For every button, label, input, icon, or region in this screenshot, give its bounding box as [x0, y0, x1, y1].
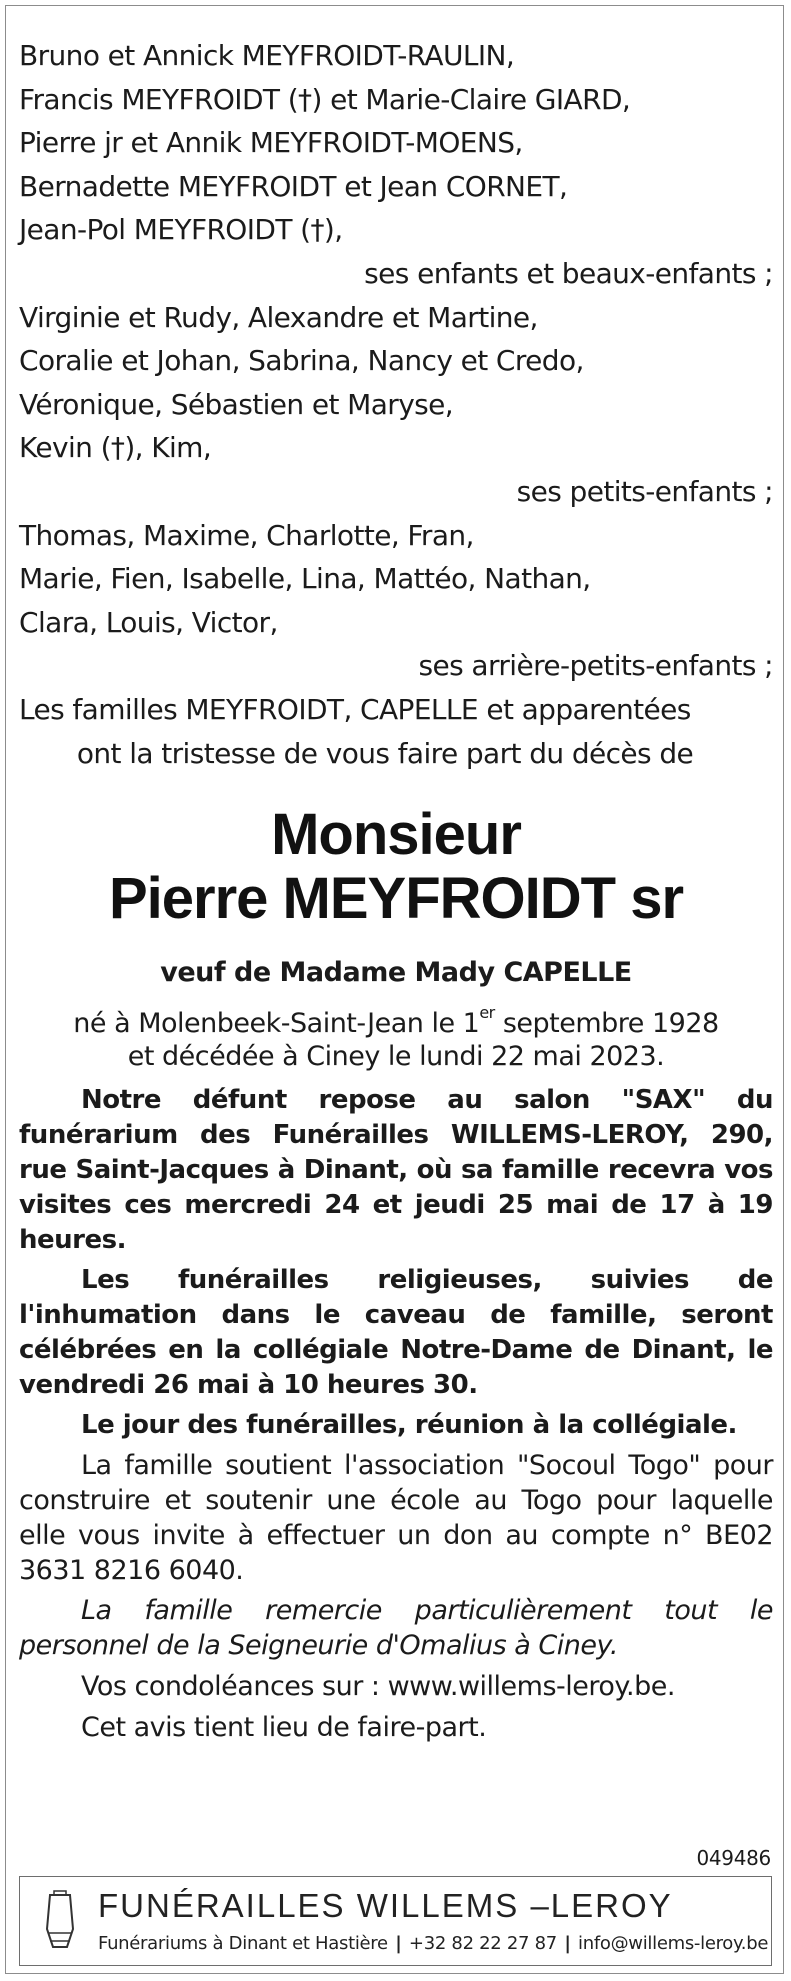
notice-line: Cet avis tient lieu de faire-part. — [81, 1712, 487, 1744]
grandchildren-line: Virginie et Rudy, Alexandre et Martine, — [19, 300, 538, 334]
grandchildren-line: Coralie et Johan, Sabrina, Nancy et Credo, — [19, 344, 584, 378]
thanks-paragraph: La famille remercie particulièrement tout le personnel de la Seigneurie d'Omalius à Ciney. — [19, 1595, 773, 1662]
grandchildren-list — [19, 296, 773, 514]
condolences-line: Vos condoléances sur : www.willems-leroy.be. — [81, 1671, 675, 1703]
footer-separator: | — [395, 1933, 402, 1954]
great-grandchildren-line: Marie, Fien, Isabelle, Lina, Mattéo, Nathan, — [19, 562, 591, 596]
families-line: Les familles MEYFROIDT, CAPELLE et apparentées — [19, 692, 691, 726]
charity-paragraph: La famille soutient l'association "Socoul Togo" pour construire et soutenir une école au Togo pour laquelle elle vous invite à effectuer un don au compte n° BE02 3631 8216 6040. — [19, 1450, 773, 1587]
grandchildren-line: Véronique, Sébastien et Maryse, — [19, 387, 454, 421]
deceased-honorific: Monsieur — [271, 802, 521, 868]
birth-prefix: né à Molenbeek-Saint-Jean le 1 — [73, 1008, 480, 1040]
footer-contact — [98, 1933, 768, 1954]
family-list — [19, 34, 773, 296]
footer-locations: Funérariums à Dinant et Hastière — [98, 1933, 388, 1954]
widow-of: veuf de Madame Mady CAPELLE — [160, 957, 632, 989]
great-grandchildren-line: Clara, Louis, Victor, — [19, 605, 278, 639]
urn-icon — [40, 1889, 80, 1953]
viewing-paragraph: Notre défunt repose au salon "SAX" du funérarium des Funérailles WILLEMS-LEROY, 290, rue Saint-Jacques à Dinant, où sa famille recevra vos visites ces mercredi 24 et jeudi 25 mai de 17 à 19 heures. — [19, 1085, 773, 1256]
footer-separator: | — [564, 1933, 571, 1954]
grandchildren-label: ses petits-enfants ; — [516, 474, 773, 508]
reference-number: 049486 — [696, 1846, 771, 1870]
great-grandchildren-list — [19, 514, 773, 688]
birth-ordinal: er — [479, 1003, 495, 1023]
footer-phone: +32 82 22 27 87 — [408, 1933, 557, 1954]
family-line: Francis MEYFROIDT (†) et Marie-Claire GIARD, — [19, 82, 631, 116]
obituary-notice — [19, 34, 773, 1745]
great-grandchildren-label: ses arrière-petits-enfants ; — [418, 649, 773, 683]
funeral-home-brand: FUNÉRAILLES WILLEMS –LEROY — [98, 1887, 673, 1924]
birth-line — [19, 1003, 773, 1040]
great-grandchildren-line: Thomas, Maxime, Charlotte, Fran, — [19, 518, 474, 552]
family-line: Pierre jr et Annik MEYFROIDT-MOENS, — [19, 126, 523, 160]
death-line: et décédée à Ciney le lundi 22 mai 2023. — [127, 1041, 665, 1073]
grandchildren-line: Kevin (†), Kim, — [19, 431, 212, 465]
birth-suffix: septembre 1928 — [494, 1008, 719, 1040]
family-line: Bruno et Annick MEYFROIDT-RAULIN, — [19, 39, 515, 72]
footer-email: info@willems-leroy.be — [578, 1933, 769, 1954]
family-line: Jean-Pol MEYFROIDT (†), — [19, 213, 343, 247]
announcement: ont la tristesse de vous faire part du décès de — [76, 736, 694, 770]
funeral-home-footer — [19, 1876, 772, 1966]
deceased-name: Pierre MEYFROIDT sr — [108, 866, 684, 932]
funeral-paragraph: Les funérailles religieuses, suivies de l'inhumation dans le caveau de famille, seront célébrées en la collégiale Notre-Dame de Dinant, le vendredi 26 mai à 10 heures 30. — [19, 1265, 773, 1401]
family-line: Bernadette MEYFROIDT et Jean CORNET, — [19, 169, 568, 203]
meeting-paragraph: Le jour des funérailles, réunion à la collégiale. — [81, 1410, 737, 1441]
children-label: ses enfants et beaux-enfants ; — [364, 256, 773, 290]
